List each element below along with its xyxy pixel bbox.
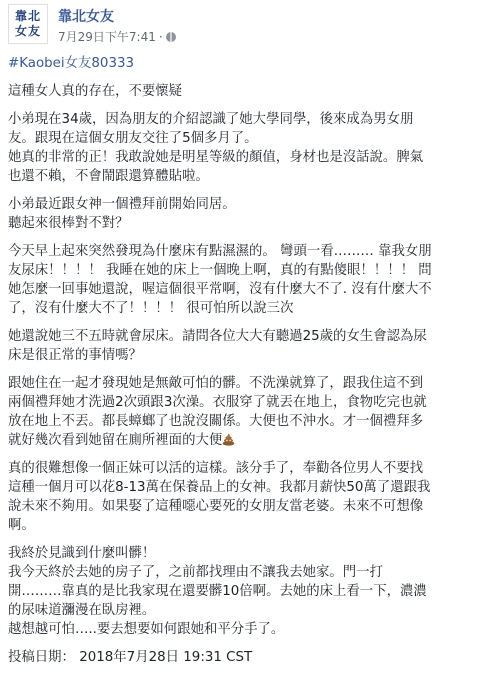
post-header: [8, 4, 488, 48]
paragraph-line: 我今天終於去她的房子了，之前都找理由不讓我去她家。門一打: [8, 565, 383, 580]
paragraph-line: 聽起來很棒對不對？: [8, 216, 129, 231]
post-meta: [58, 28, 176, 45]
paragraph-line: 開………靠真的是比我家現在還要髒10倍啊。去她的床上看一下，濃濃: [8, 584, 427, 599]
paragraph-line: 的尿味道瀰漫在臥房裡。: [8, 603, 156, 618]
paragraph-line: 今天早上起來突然發現為什麼床有點濕濕的。 彎頭一看……… 靠我女朋: [8, 244, 432, 259]
paragraph-line: 這種一個月可以花8-13萬在保養品上的女神。我都月薪快50萬了還跟我: [8, 480, 431, 495]
paragraph-line: 友尿床！！！！ 我睡在她的床上一個晚上啊，真的有點傻眼！！！！ 問: [8, 263, 432, 278]
paragraph-line: 小弟現在34歲，因為朋友的介紹認識了她大學同學，後來成為男女朋: [8, 112, 414, 127]
paragraph-line: 她還說她三不五時就會尿床。請問各位大大有聽過25歲的女生會認為尿: [8, 329, 427, 344]
paragraph-line: 我終於見識到什麼叫髒！: [8, 546, 156, 561]
page-name-link[interactable]: 靠北女友: [58, 9, 114, 25]
paragraph: [8, 459, 486, 535]
paragraph-line: 說未來不夠用。如果娶了這種噁心要死的女朋友當老婆。未來不可想像: [8, 499, 424, 514]
paragraph-line-text: 就好幾次看到她留在廁所裡面的大便: [8, 433, 223, 448]
paragraph: [8, 374, 486, 450]
paragraph-line: 床是很正常的事情嗎？: [8, 348, 142, 363]
paragraph: [8, 82, 486, 101]
paragraph: [8, 327, 486, 365]
paragraph-line: 跟她住在一起才發現她是無敵可怕的髒。不洗澡就算了，跟我住這不到: [8, 376, 424, 391]
hashtag-link[interactable]: #Kaobei女友80333: [8, 56, 135, 71]
paragraph: [8, 242, 486, 318]
paragraph: [8, 544, 486, 639]
paragraph-line: 真的很難想像一個正妹可以活的這樣。該分手了，奉勸各位男人不要找: [8, 461, 424, 476]
paragraph: [8, 110, 486, 186]
paragraph-line: 啊。: [8, 518, 35, 533]
avatar-text-top: 靠北: [14, 9, 41, 23]
paragraph-line: 她真的非常的正！我敢說她是明星等級的顏值，身材也是沒話說。脾氣: [8, 150, 424, 165]
paragraph-line: 這種女人真的存在，不要懷疑: [8, 84, 183, 99]
avatar-text-bottom: 女友: [14, 24, 41, 38]
paragraph-line: 兩個禮拜她才洗過2次頭跟3次澡。衣服穿了就丟在地上，食物吃完也就: [8, 395, 427, 410]
meta-separator: ·: [158, 29, 163, 44]
paragraph-line: 越想越可怕…..要去想要如何跟她和平分手了。: [8, 622, 285, 637]
paragraph-line: 放在地上不丟。都長蟑螂了也說沒關係。大便也不沖水。才一個禮拜多: [8, 414, 424, 429]
paragraph: [8, 195, 486, 233]
paragraph-line: 投稿日期： 2018年7月28日 19:31 CST: [8, 650, 253, 665]
paragraph-line: 她怎麼一回事她還說，喔這個很平常啊，沒有什麼大不了. 沒有什麼大不: [8, 282, 432, 297]
paragraph-line: 友。跟現在這個女朋友交往了5個多月了。: [8, 131, 258, 146]
submission-date: [8, 648, 486, 667]
post-body: [8, 54, 486, 676]
pile-of-poo-icon: [222, 433, 235, 446]
post-timestamp[interactable]: 7月29日下午7:41: [58, 30, 156, 44]
paragraph-line: 小弟最近跟女神一個禮拜前開始同居。: [8, 197, 236, 212]
paragraph-line: [8, 431, 486, 450]
page-avatar[interactable]: [8, 4, 48, 44]
paragraph-line: 也還不賴，不會鬧跟還算體貼啦。: [8, 169, 209, 184]
paragraph-line: 了，沒有什麼大不了！！！！ 很可怕所以說三次: [8, 301, 294, 316]
globe-icon[interactable]: [166, 32, 176, 42]
